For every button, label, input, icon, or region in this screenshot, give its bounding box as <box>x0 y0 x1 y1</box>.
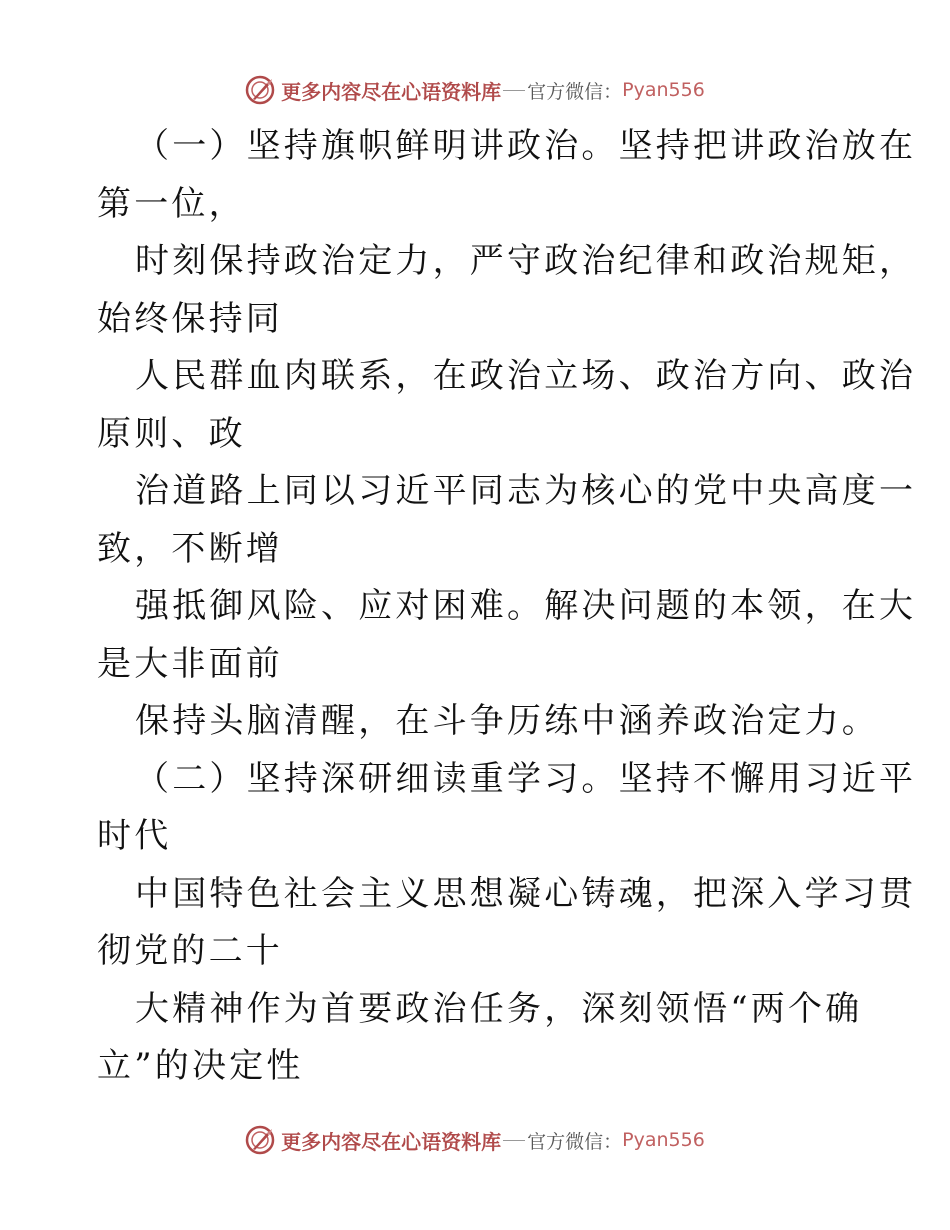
text-line: 强抵御风险、应对困难。解决问题的本领，在大 <box>135 586 917 626</box>
text-line: 中国特色社会主义思想凝心铸魂，把深入学习贯 <box>135 873 917 914</box>
quill-logo-icon <box>245 75 275 105</box>
text-line: 大精神作为首要政治任务，深刻领悟“两个确 <box>135 988 863 1029</box>
text-line: 时代 <box>97 816 172 856</box>
quill-logo-icon <box>245 1125 275 1155</box>
text-line: 是大非面前 <box>97 643 283 684</box>
text-line: 始终保持同 <box>97 298 283 339</box>
text-line: 致，不断增 <box>97 528 283 569</box>
text-line: 保持头脑清醒，在斗争历练中涵养政治定力。 <box>135 701 879 741</box>
footer-banner <box>0 1120 950 1160</box>
header-banner <box>0 70 950 110</box>
text-line: 彻党的二十 <box>97 931 283 971</box>
text-line: 治道路上同以习近平同志为核心的党中央高度一 <box>135 471 917 511</box>
text-line: 人民群血肉联系，在政治立场、政治方向、政治 <box>135 356 917 396</box>
text-line: 第一位， <box>97 183 246 224</box>
banner-wechat-label: 官方微信： <box>527 1130 623 1153</box>
banner-wechat-id: Pyan556 <box>622 79 705 101</box>
banner-wechat-id: Pyan556 <box>622 1129 705 1151</box>
banner-divider <box>503 90 525 91</box>
banner-title: 更多内容尽在心语资料库 <box>281 79 502 104</box>
text-line: （二）坚持深研细读重学习。坚持不懈用习近平 <box>135 758 917 799</box>
text-line: （一）坚持旗帜鲜明讲政治。坚持把讲政治放在 <box>135 126 917 166</box>
banner-wechat-label: 官方微信： <box>527 80 623 103</box>
text-line: 时刻保持政治定力，严守政治纪律和政治规矩， <box>135 241 917 281</box>
banner-title: 更多内容尽在心语资料库 <box>281 1129 502 1154</box>
banner-divider <box>503 1140 525 1141</box>
text-line: 立”的决定性 <box>97 1046 304 1086</box>
text-line: 原则、政 <box>97 413 246 454</box>
document-body <box>97 118 917 1096</box>
